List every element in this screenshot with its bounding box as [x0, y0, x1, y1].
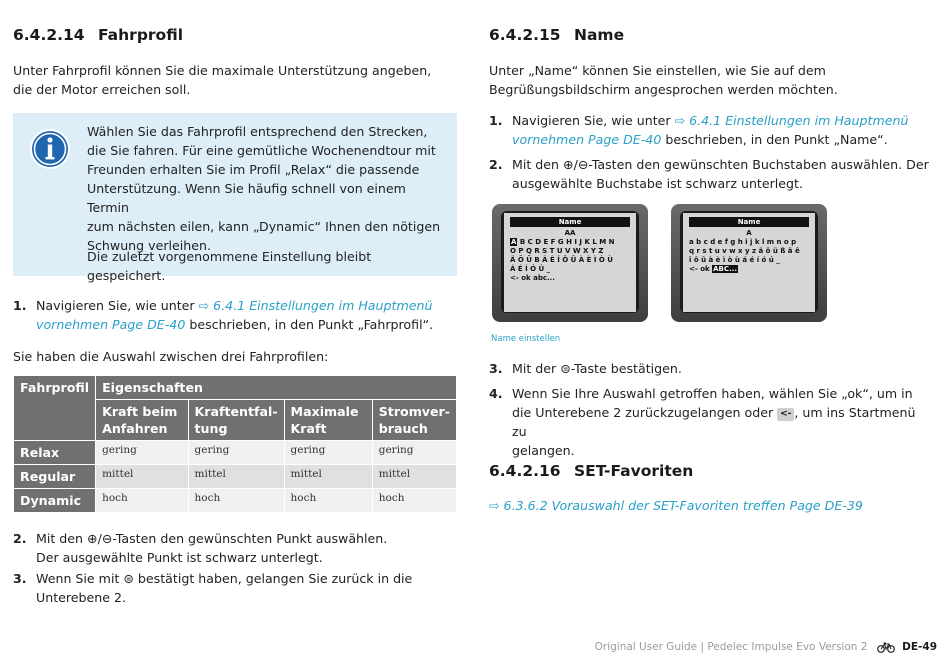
- subheader-line: Anfahren: [102, 421, 168, 436]
- section-heading-name: [489, 26, 625, 44]
- step-line: Wenn Sie Ihre Auswahl getroffen haben, wählen Sie „ok“, um in: [512, 386, 913, 401]
- info-line: die Sie fahren. Für eine gemütliche Wochenendtour mit: [87, 143, 436, 158]
- table-cell: gering: [96, 441, 188, 465]
- info-line: Unterstützung. Wenn Sie häufig schnell von einem Termin: [87, 181, 406, 215]
- display-screenshot-uppercase: [492, 204, 648, 322]
- selected-item: ABC...: [713, 265, 737, 273]
- step-text: [36, 296, 456, 334]
- bicycle-icon: [877, 642, 895, 653]
- screen-row: a b c d e f g h i j k l m n o p: [689, 238, 797, 246]
- step-1-fahrprofil: [13, 296, 457, 336]
- link-page-de-40[interactable]: vornehmen Page DE-40: [36, 317, 186, 332]
- screen-row: O P Q R S T U V W X Y Z: [510, 247, 604, 255]
- table-cell: gering: [284, 441, 372, 465]
- section-number: 6.4.2.14: [13, 26, 85, 44]
- back-key-icon: <-: [777, 408, 794, 421]
- screen-value: AA: [564, 229, 576, 237]
- table-cell: gering: [188, 441, 284, 465]
- section-heading-fahrprofil: [13, 26, 184, 44]
- step-text-pre: Navigieren Sie, wie unter: [36, 298, 199, 313]
- row-header: Relax: [14, 441, 96, 465]
- info-line: zum nächsten eilen, kann „Dynamic“ Ihnen den nötigen: [87, 219, 441, 234]
- intro-line: Unter „Name“ können Sie einstellen, wie Sie auf dem: [489, 63, 826, 78]
- display-screen: [504, 213, 636, 312]
- step-line: Mit den ⊕/⊖-Tasten den gewünschten Buchstaben auswählen. Der: [512, 157, 929, 172]
- table-cell: mittel: [284, 465, 372, 489]
- step-2-name: [489, 155, 929, 195]
- step-text-post: beschrieben, in den Punkt „Name“.: [661, 132, 888, 147]
- info-line: Wählen Sie das Fahrprofil entsprechend den Strecken,: [87, 124, 428, 139]
- screen-row: î ô û à è ì ò ù á é í ó ú _: [689, 256, 780, 264]
- step-number: 1.: [13, 298, 27, 313]
- table-row: [14, 441, 457, 465]
- subheader-line: Kraft: [290, 421, 327, 436]
- screen-row-rest: B C D E F G H I J K L M N: [517, 238, 615, 246]
- step-text: [36, 529, 456, 567]
- info-icon: [29, 128, 71, 170]
- display-screenshot-lowercase: [671, 204, 827, 322]
- screen-row: Á É Í Ó Ú _: [510, 265, 551, 273]
- link-einstellungen-hauptmenue[interactable]: ⇨ 6.4.1 Einstellungen im Hauptmenü: [198, 298, 433, 313]
- display-screen: [683, 213, 815, 312]
- section-title: Fahrprofil: [98, 26, 184, 44]
- screen-row: [689, 265, 809, 274]
- table-cell: gering: [372, 441, 456, 465]
- step-number: 1.: [489, 113, 503, 128]
- step-number: 2.: [13, 531, 27, 546]
- step-4-name: [489, 384, 929, 458]
- intro-line: Begrüßungsbildschirm angesprochen werden möchten.: [489, 82, 838, 97]
- section-title: SET-Favoriten: [574, 462, 694, 480]
- step-text: Mit der ⊜-Taste bestätigen.: [512, 361, 682, 376]
- page-footer: [595, 641, 937, 653]
- fahrprofil-table: [13, 375, 457, 513]
- step-text: [512, 384, 929, 460]
- table-cell: mittel: [96, 465, 188, 489]
- table-row: [14, 465, 457, 489]
- step-text-pre: Navigieren Sie, wie unter: [512, 113, 675, 128]
- table-subheader: [372, 400, 456, 441]
- step-number: 4.: [489, 386, 503, 401]
- row-header: Dynamic: [14, 489, 96, 513]
- step-line: ausgewählte Buchstabe ist schwarz unterlegt.: [512, 176, 803, 191]
- info-line: Freunden erhalten Sie im Profil „Relax“ die passende: [87, 162, 420, 177]
- info-note: Die zuletzt vorgenommene Einstellung bleibt gespeichert.: [87, 249, 372, 283]
- screen-value: A: [746, 229, 752, 237]
- subheader-line: brauch: [378, 421, 428, 436]
- figure-caption: Name einstellen: [491, 334, 561, 344]
- choice-text: Sie haben die Auswahl zwischen drei Fahrprofilen:: [13, 349, 329, 364]
- step-line: Wenn Sie mit ⊜ bestätigt haben, gelangen Sie zurück in die: [36, 571, 413, 586]
- table-subheader: [96, 400, 188, 441]
- fahrprofil-intro: [13, 61, 453, 99]
- screen-header: Name: [689, 217, 809, 227]
- step-line-post: , um ins Startmenü zu: [512, 405, 916, 439]
- table-subheader: [284, 400, 372, 441]
- step-3-name: [489, 359, 929, 379]
- intro-line: Unter Fahrprofil können Sie die maximale Unterstützung angeben,: [13, 63, 432, 78]
- step-line: [512, 403, 929, 441]
- info-box: [13, 113, 457, 283]
- step-line: Unterebene 2.: [36, 590, 127, 605]
- step-line: Der ausgewählte Punkt ist schwarz unterlegt.: [36, 550, 323, 565]
- table-cell: mittel: [188, 465, 284, 489]
- subheader-line: Maximale: [290, 404, 359, 419]
- table-header-profile: Fahrprofil: [14, 376, 96, 441]
- step-text: [512, 155, 929, 193]
- subheader-line: Stromver-: [378, 404, 450, 419]
- table-cell: hoch: [284, 489, 372, 513]
- table-cell: hoch: [188, 489, 284, 513]
- footer-text: Original User Guide | Pedelec Impulse Evo Version 2: [594, 641, 868, 653]
- screen-row-pre: <- ok: [689, 265, 713, 273]
- info-text: [87, 122, 447, 255]
- link-page-de-40[interactable]: vornehmen Page DE-40: [512, 132, 662, 147]
- step-line-pre: die Unterebene 2 zurückzugelangen oder: [512, 405, 778, 420]
- table-subheader: [188, 400, 284, 441]
- table-cell: mittel: [372, 465, 456, 489]
- page-number: DE-49: [902, 641, 937, 653]
- screen-row: Ä Ö Ü B Â Ê Î Ô Û À È Ì Ò Ù: [510, 256, 613, 264]
- intro-line: die der Motor erreichen soll.: [13, 82, 191, 97]
- step-line: Mit den ⊕/⊖-Tasten den gewünschten Punkt auswählen.: [36, 531, 388, 546]
- table-header-properties: Eigenschaften: [96, 376, 457, 400]
- screen-header: Name: [510, 217, 630, 227]
- subheader-line: Kraftentfal-: [194, 404, 278, 419]
- step-3-fahrprofil: [13, 569, 457, 609]
- selected-char: A: [511, 238, 517, 246]
- link-einstellungen-hauptmenue[interactable]: ⇨ 6.4.1 Einstellungen im Hauptmenü: [674, 113, 909, 128]
- step-2-fahrprofil: [13, 529, 457, 569]
- section-number: 6.4.2.15: [489, 26, 561, 44]
- section-number: 6.4.2.16: [489, 462, 561, 480]
- step-1-name: [489, 111, 929, 151]
- section-title: Name: [574, 26, 625, 44]
- step-text: [36, 569, 456, 607]
- table-row: [14, 489, 457, 513]
- table-cell: hoch: [372, 489, 456, 513]
- step-text: [512, 111, 929, 149]
- step-number: 3.: [489, 361, 503, 376]
- info-line: Schwung verleihen.: [87, 238, 212, 253]
- screen-row: q r s t u v w x y z ä ö ü ß â ê: [689, 247, 800, 255]
- name-intro: [489, 61, 929, 99]
- section-heading-set-favoriten: [489, 462, 694, 480]
- link-set-favoriten[interactable]: ⇨ 6.3.6.2 Vorauswahl der SET-Favoriten treffen Page DE-39: [489, 498, 863, 513]
- row-header: Regular: [14, 465, 96, 489]
- table-header-row: [14, 376, 457, 400]
- screen-row: <- ok abc...: [510, 274, 555, 282]
- step-line: gelangen.: [512, 443, 575, 458]
- step-text-post: beschrieben, in den Punkt „Fahrprofil“.: [185, 317, 434, 332]
- table-cell: hoch: [96, 489, 188, 513]
- step-number: 2.: [489, 157, 503, 172]
- screen-row: [510, 238, 630, 247]
- subheader-line: tung: [194, 421, 228, 436]
- step-number: 3.: [13, 571, 27, 586]
- subheader-line: Kraft beim: [102, 404, 178, 419]
